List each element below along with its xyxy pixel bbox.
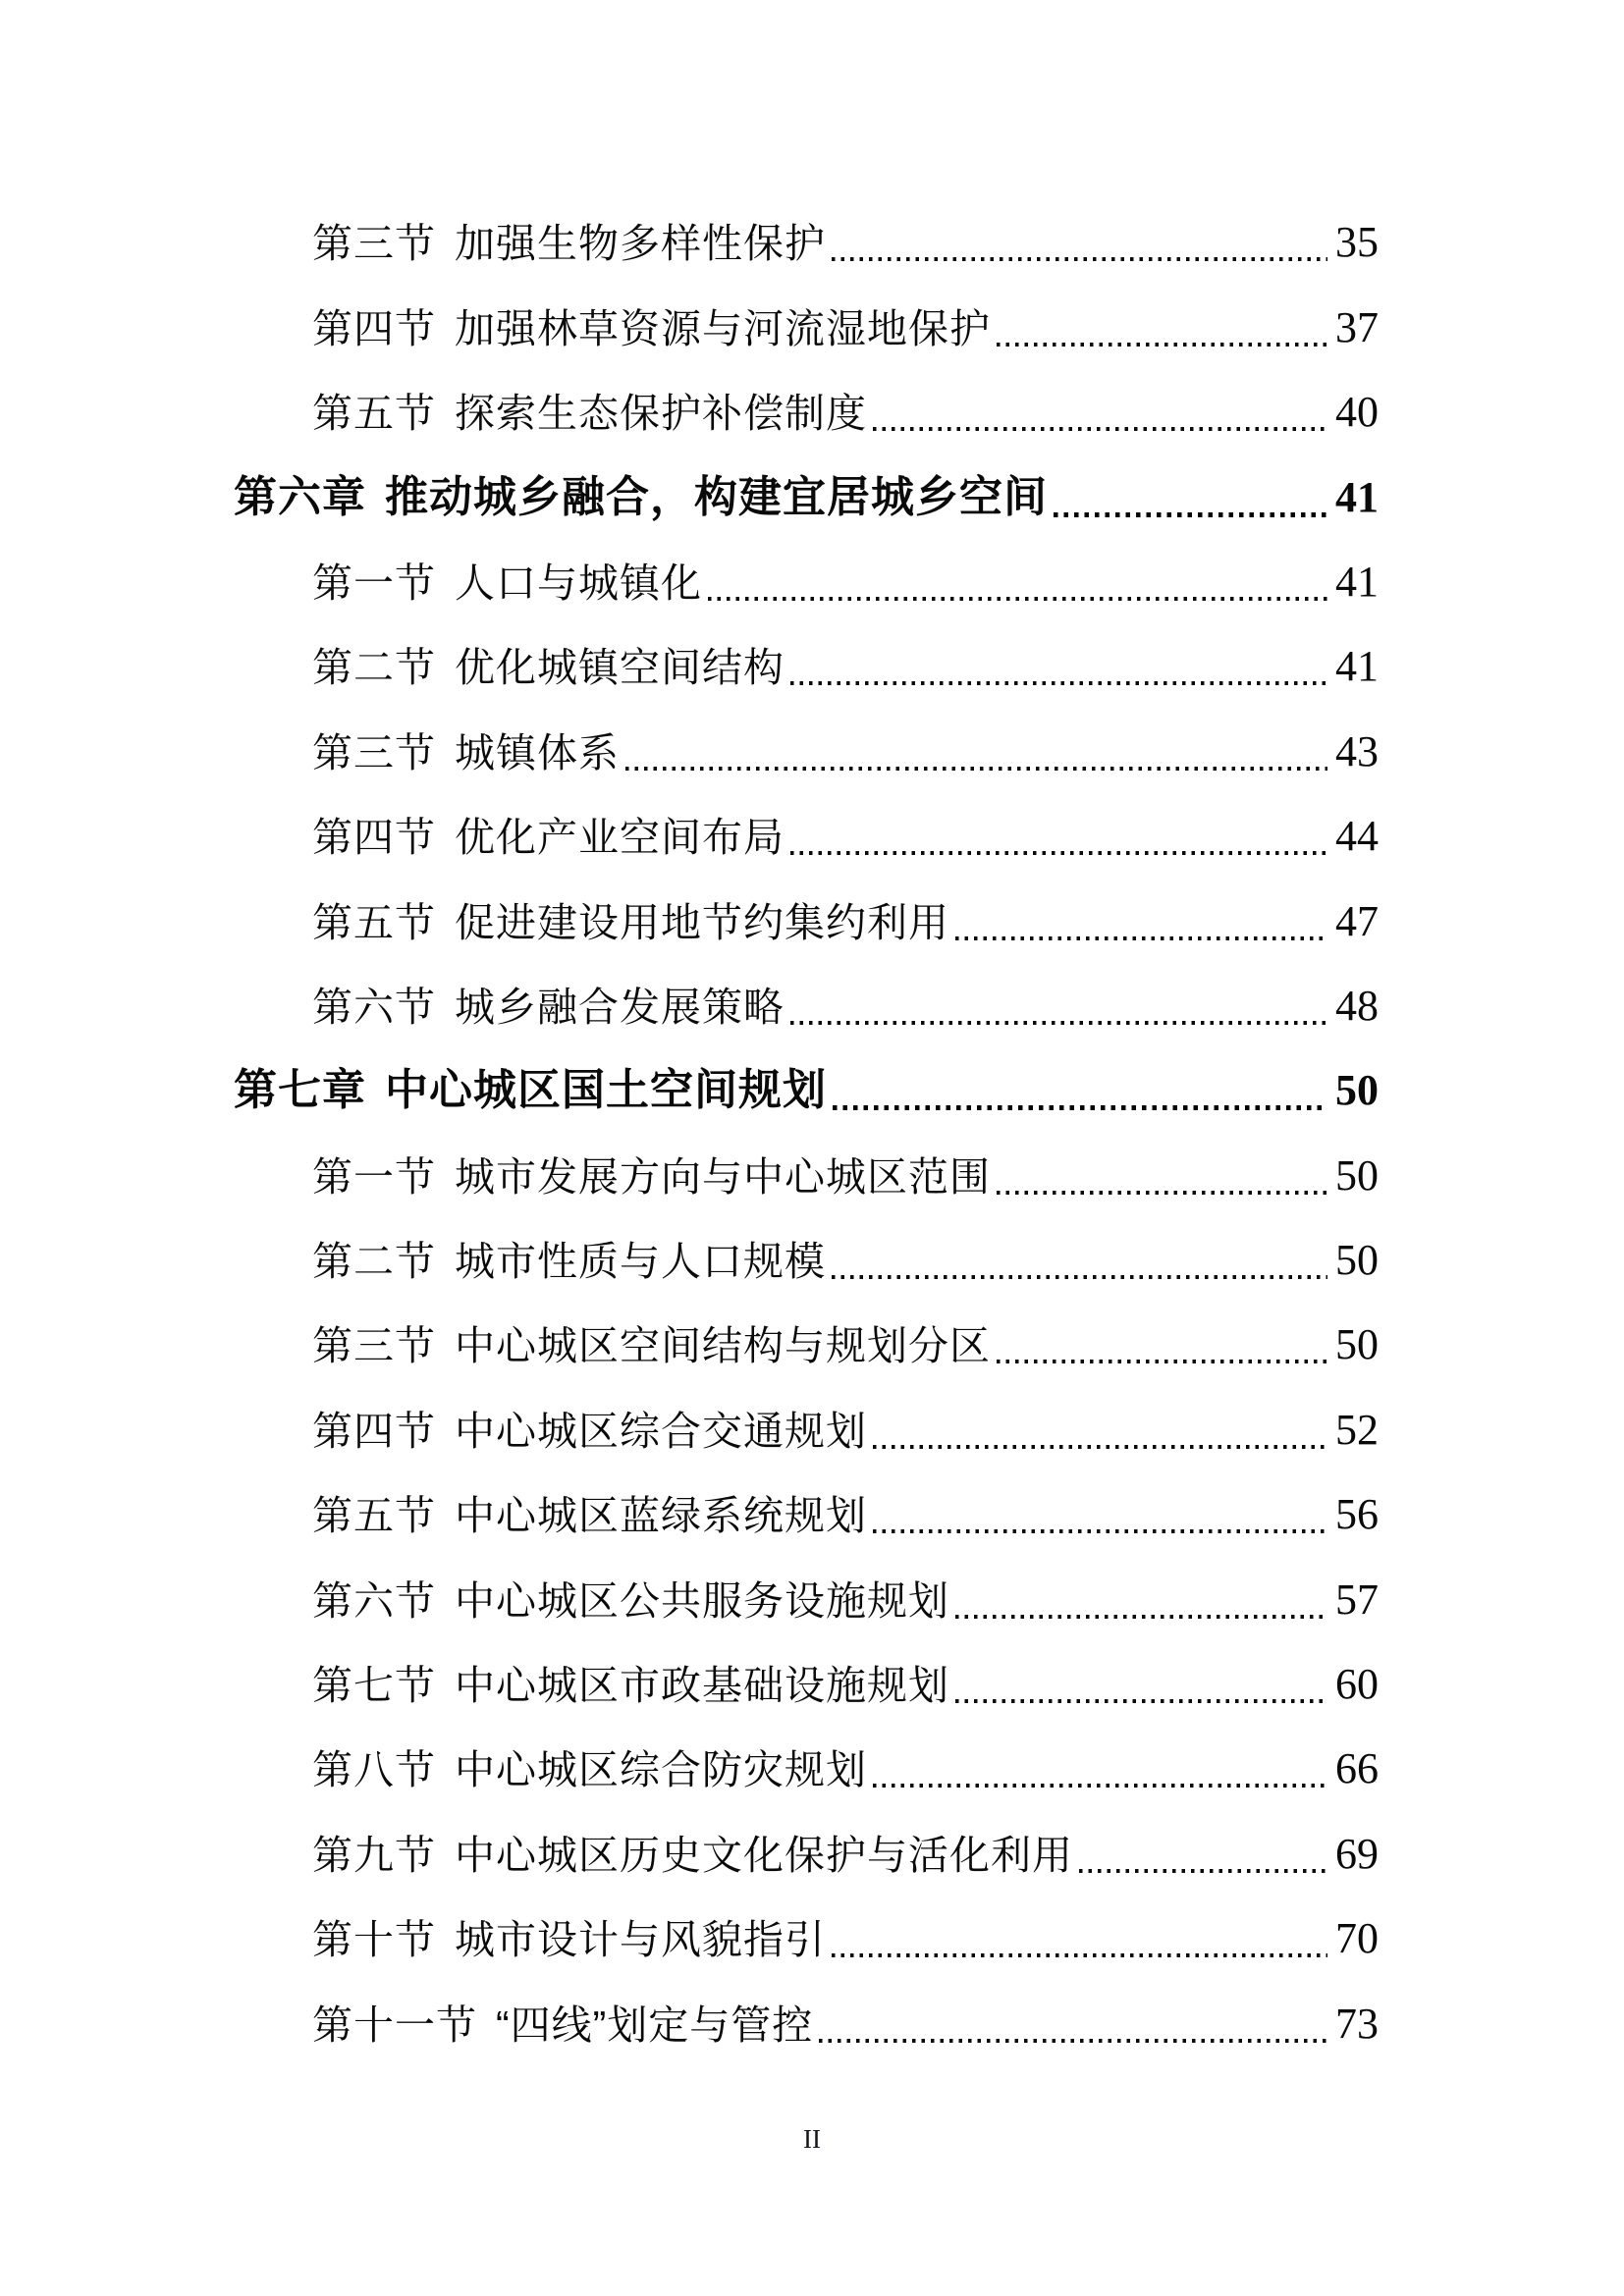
toc-entry-page: 41	[1335, 642, 1379, 691]
toc-entry-title: 中心城区综合交通规划	[455, 1408, 867, 1454]
toc-entry[interactable]	[0, 1303, 1624, 1387]
toc-dot-leader	[997, 1360, 1327, 1363]
toc-dot-leader	[790, 851, 1327, 855]
toc-entry-page: 41	[1335, 472, 1379, 521]
toc-entry-label: 第四节	[312, 1408, 436, 1454]
toc-entry-label: 第一节	[312, 1153, 436, 1200]
toc-dot-leader	[833, 1105, 1327, 1110]
toc-dot-leader	[873, 427, 1327, 431]
toc-entry-title: 优化城镇空间结构	[455, 645, 785, 691]
toc-entry-label: 第四节	[312, 815, 436, 861]
toc-entry-page: 57	[1335, 1575, 1379, 1624]
toc-entry-label: 第十节	[312, 1917, 436, 1963]
toc-entry-title: 促进建设用地节约集约利用	[455, 899, 949, 945]
toc-entry-label: 第五节	[312, 391, 436, 437]
toc-dot-leader	[873, 1445, 1327, 1449]
toc-entry-label: 第四节	[312, 305, 436, 351]
toc-entry[interactable]	[0, 1811, 1624, 1896]
toc-entry-title: 加强林草资源与河流湿地保护	[455, 305, 991, 351]
toc-entry-page: 43	[1335, 726, 1379, 775]
toc-entry[interactable]	[0, 454, 1624, 539]
toc-entry-title: 中心城区历史文化保护与活化利用	[455, 1832, 1073, 1878]
toc-entry[interactable]	[0, 1472, 1624, 1557]
toc-entry-label: 第七节	[312, 1663, 436, 1709]
toc-entry-label: 第八节	[312, 1747, 436, 1793]
toc-entry-title: 中心城区国土空间规划	[385, 1066, 827, 1115]
toc-entry[interactable]	[0, 879, 1624, 963]
toc-entry-title: “四线”划定与管控	[496, 2002, 814, 2048]
toc-entry-title: 中心城区市政基础设施规划	[455, 1663, 949, 1709]
toc-entry-page: 50	[1335, 1320, 1379, 1369]
toc-entry-label: 第二节	[312, 645, 436, 691]
toc-entry-title: 中心城区蓝绿系统规划	[455, 1493, 867, 1539]
toc-dot-leader	[790, 1021, 1327, 1025]
toc-entry[interactable]	[0, 540, 1624, 624]
toc-dot-leader	[955, 1615, 1327, 1619]
toc-entry-page: 69	[1335, 1829, 1379, 1878]
toc-entry-title: 城镇体系	[455, 729, 620, 775]
toc-entry-label: 第六节	[312, 984, 436, 1030]
toc-entry-title: 加强生物多样性保护	[455, 221, 826, 267]
toc-entry[interactable]	[0, 964, 1624, 1048]
toc-entry-label: 第六节	[312, 1577, 436, 1624]
toc-entry-title: 推动城乡融合，构建宜居城乡空间	[385, 472, 1048, 521]
toc-entry-title: 中心城区综合防灾规划	[455, 1747, 867, 1793]
toc-entry[interactable]	[0, 1387, 1624, 1471]
toc-entry[interactable]	[0, 794, 1624, 879]
toc-entry[interactable]	[0, 1133, 1624, 1217]
toc-entry-page: 50	[1335, 1150, 1379, 1200]
toc-dot-leader	[873, 1784, 1327, 1788]
toc-entry[interactable]	[0, 709, 1624, 793]
toc-entry-label: 第三节	[312, 729, 436, 775]
toc-entry-label: 第五节	[312, 899, 436, 945]
toc-entry-page: 48	[1335, 981, 1379, 1030]
toc-dot-leader	[873, 1529, 1327, 1533]
toc-entry-page: 47	[1335, 896, 1379, 945]
toc-dot-leader	[625, 767, 1327, 771]
toc-entry-label: 第一节	[312, 560, 436, 606]
toc-list	[0, 200, 1624, 2066]
toc-dot-leader	[708, 597, 1327, 601]
toc-entry-page: 50	[1335, 1236, 1379, 1285]
toc-dot-leader	[832, 1953, 1327, 1957]
toc-entry-label: 第七章	[234, 1066, 366, 1115]
toc-entry[interactable]	[0, 1557, 1624, 1641]
toc-entry[interactable]	[0, 200, 1624, 285]
toc-entry-label: 第十一节	[312, 2002, 477, 2048]
toc-entry-label: 第二节	[312, 1239, 436, 1285]
toc-entry[interactable]	[0, 1218, 1624, 1303]
toc-entry-page: 41	[1335, 557, 1379, 606]
toc-entry[interactable]	[0, 1727, 1624, 1811]
toc-dot-leader	[955, 1699, 1327, 1703]
toc-entry-label: 第六章	[234, 472, 366, 521]
toc-entry-label: 第三节	[312, 1323, 436, 1369]
toc-entry-page: 35	[1335, 218, 1379, 267]
toc-entry[interactable]	[0, 1048, 1624, 1133]
toc-entry-page: 40	[1335, 388, 1379, 437]
toc-dot-leader	[1079, 1869, 1327, 1873]
toc-entry-page: 44	[1335, 812, 1379, 861]
toc-dot-leader	[832, 257, 1327, 261]
toc-entry-page: 50	[1335, 1066, 1379, 1115]
toc-dot-leader	[1054, 512, 1327, 517]
toc-entry-page: 37	[1335, 302, 1379, 351]
toc-dot-leader	[790, 681, 1327, 685]
toc-entry-label: 第五节	[312, 1493, 436, 1539]
toc-entry-title: 城乡融合发展策略	[455, 984, 785, 1030]
toc-entry-page: 56	[1335, 1490, 1379, 1539]
toc-entry-label: 第三节	[312, 221, 436, 267]
toc-entry-title: 城市性质与人口规模	[455, 1239, 826, 1285]
toc-dot-leader	[997, 343, 1327, 347]
toc-entry-title: 城市设计与风貌指引	[455, 1917, 826, 1963]
toc-entry-title: 城市发展方向与中心城区范围	[455, 1153, 991, 1200]
toc-entry-page: 70	[1335, 1914, 1379, 1963]
toc-dot-leader	[955, 936, 1327, 940]
toc-entry[interactable]	[0, 370, 1624, 454]
toc-entry-title: 人口与城镇化	[455, 560, 702, 606]
toc-dot-leader	[819, 2039, 1327, 2043]
toc-dot-leader	[832, 1275, 1327, 1279]
toc-entry-title: 优化产业空间布局	[455, 815, 785, 861]
toc-entry-page: 52	[1335, 1405, 1379, 1454]
toc-entry-title: 中心城区空间结构与规划分区	[455, 1323, 991, 1369]
toc-entry-label: 第九节	[312, 1832, 436, 1878]
toc-entry[interactable]	[0, 1642, 1624, 1727]
toc-entry-page: 73	[1335, 1999, 1379, 2048]
toc-entry-title: 中心城区公共服务设施规划	[455, 1577, 949, 1624]
toc-entry[interactable]	[0, 1981, 1624, 2065]
toc-entry-page: 60	[1335, 1660, 1379, 1709]
toc-entry[interactable]	[0, 1896, 1624, 1981]
toc-entry-title: 探索生态保护补偿制度	[455, 391, 867, 437]
toc-entry[interactable]	[0, 285, 1624, 369]
toc-entry[interactable]	[0, 624, 1624, 709]
page-footer-number: II	[803, 2124, 821, 2154]
toc-dot-leader	[997, 1191, 1327, 1195]
toc-entry-page: 66	[1335, 1744, 1379, 1793]
